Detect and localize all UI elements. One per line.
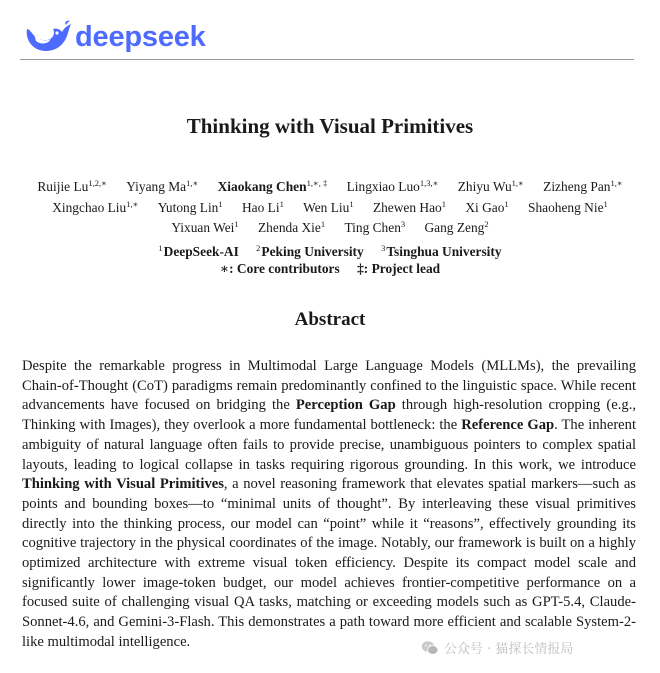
author-name: Yutong Lin$^1$ bbox=[157, 198, 223, 215]
author-name: Lingxiao Luo$^{1,3,∗}$ bbox=[346, 178, 439, 194]
affiliation-2: $^2$Peking University bbox=[256, 243, 364, 259]
abstract-key-term: Perception Gap bbox=[295, 397, 396, 414]
affiliation-line bbox=[0, 240, 660, 260]
author-name: Yixuan Wei$^1$ bbox=[171, 219, 239, 235]
contribution-notes bbox=[0, 260, 660, 277]
abstract-key-term: Thinking with Visual Primitives bbox=[22, 476, 224, 493]
author-affiliation-marker: 1,3,∗ bbox=[419, 178, 439, 188]
author-name: Zizheng Pan$^{1,∗}$ bbox=[543, 178, 623, 194]
author-name: Yiyang $Ma^{1,∗}$ bbox=[126, 178, 199, 194]
abstract-text: . The inherent ambiguity of natural language often fails to provide precise, unambiguous pointers to complex spatial layouts, leading to logical collapse in tasks requiring rigorous grounding. In this work, we introduce bbox=[22, 417, 637, 473]
author-name: Xingchao Liu$^{1,∗}$ bbox=[52, 198, 139, 215]
page-header bbox=[20, 14, 634, 60]
author-affiliation-marker: 1 bbox=[320, 219, 326, 229]
author-affiliation-marker: 1 bbox=[441, 198, 446, 209]
author-name: Zhenda Xie$^1$ bbox=[258, 219, 326, 235]
affiliations bbox=[0, 240, 660, 277]
abstract-heading: Abstract bbox=[294, 309, 366, 330]
author-affiliation-marker: 1,∗ bbox=[186, 178, 199, 188]
core-contributors-note: ∗: Core contributors bbox=[219, 261, 340, 276]
author-affiliation-marker: 1 bbox=[603, 198, 608, 209]
author-affiliation-marker: 3 bbox=[400, 219, 406, 229]
author-affiliation-marker: 2 bbox=[484, 219, 489, 229]
author-affiliation-marker: 1,∗ bbox=[126, 198, 139, 209]
author-name: Ruijie $Lu^{1,2,∗}$ bbox=[37, 178, 107, 194]
whale-logo-icon bbox=[24, 20, 72, 54]
affiliation-1: $^1$DeepSeek-AI bbox=[158, 243, 239, 259]
author-name: Hao Li$^1$ bbox=[242, 198, 284, 215]
author-affiliation-marker: 1,∗, ‡ bbox=[306, 178, 328, 188]
watermark bbox=[421, 638, 573, 657]
watermark-text: 公众号 · 猫探长情报局 bbox=[444, 642, 574, 657]
author-affiliation-marker: 1 bbox=[504, 198, 509, 209]
author-affiliation-marker: 1,2,∗ bbox=[88, 178, 107, 188]
project-lead-note: ‡: Project lead bbox=[357, 261, 441, 276]
author-affiliation-marker: 1,∗ bbox=[610, 178, 623, 188]
paper-title: Thinking with Visual Primitives bbox=[186, 114, 474, 138]
author-name: Zhiyu $Wu^{1,∗}$ bbox=[457, 178, 524, 194]
author-affiliation-marker: 1 bbox=[279, 198, 284, 209]
abstract-text: through high-resolution cropping (e.g., Thinking with Images), they overlook a more fundamental bottleneck: the bbox=[22, 397, 636, 434]
abstract-text: , a novel reasoning framework that elevates spatial markers—such as points and bounding boxes—to “minimal units of thought”. By interleaving these visual primitives directly into the thinking process, our model can “point” while it “reasons”, effectively grounding its cognitive trajectory in the physical coordinates of the image. Notably, our framework is built on a highly optimized architecture with extreme visual token efficiency. Despite its compact model scale and significantly lower image-token budget, our model achieves frontier-competitive performance on a focused suite of challenging visual QA tasks, matching or exceeding models such as GPT-5.4, Claude-Sonnet-4.6, and Gemini-3-Flash. This demonstrates a path toward more efficient and scalable System-2-like multimodal intelligence. bbox=[22, 476, 636, 650]
abstract-body bbox=[22, 357, 636, 653]
author-name: Zhewen Hao$^1$ bbox=[372, 198, 446, 215]
affiliation-3: $^3$Tsinghua University bbox=[381, 243, 502, 259]
author-name: Shaoheng Nie$^1$ bbox=[528, 198, 608, 215]
author-affiliation-marker: 1 bbox=[218, 198, 223, 209]
author-name: Wen Liu$^1$ bbox=[303, 198, 354, 215]
author-list bbox=[14, 175, 646, 237]
author-affiliation-marker: 1,∗ bbox=[511, 178, 524, 188]
author-name: Xiaokang Chen$^{1,∗, \ddagger}$ bbox=[217, 178, 328, 194]
abstract-key-term: Reference Gap bbox=[461, 417, 555, 434]
author-name: Ting Chen$^3$ bbox=[344, 219, 406, 235]
author-name: Gang Zeng$^2$ bbox=[424, 219, 489, 235]
wechat-icon bbox=[421, 639, 439, 657]
author-affiliation-marker: 1 bbox=[349, 198, 354, 209]
header-divider bbox=[20, 59, 634, 60]
author-affiliation-marker: 1 bbox=[234, 219, 239, 229]
abstract-text: Despite the remarkable progress in Multimodal Large Language Models (MLLMs), the prevailing Chain-of-Thought (CoT) paradigms remain predominantly confined to the linguistic space. While recent advancements have focused on bridging the bbox=[22, 358, 636, 414]
author-name: Xi Gao$^1$ bbox=[465, 198, 509, 215]
logo-wordmark: deepseek bbox=[75, 20, 206, 53]
deepseek-logo bbox=[24, 20, 206, 54]
